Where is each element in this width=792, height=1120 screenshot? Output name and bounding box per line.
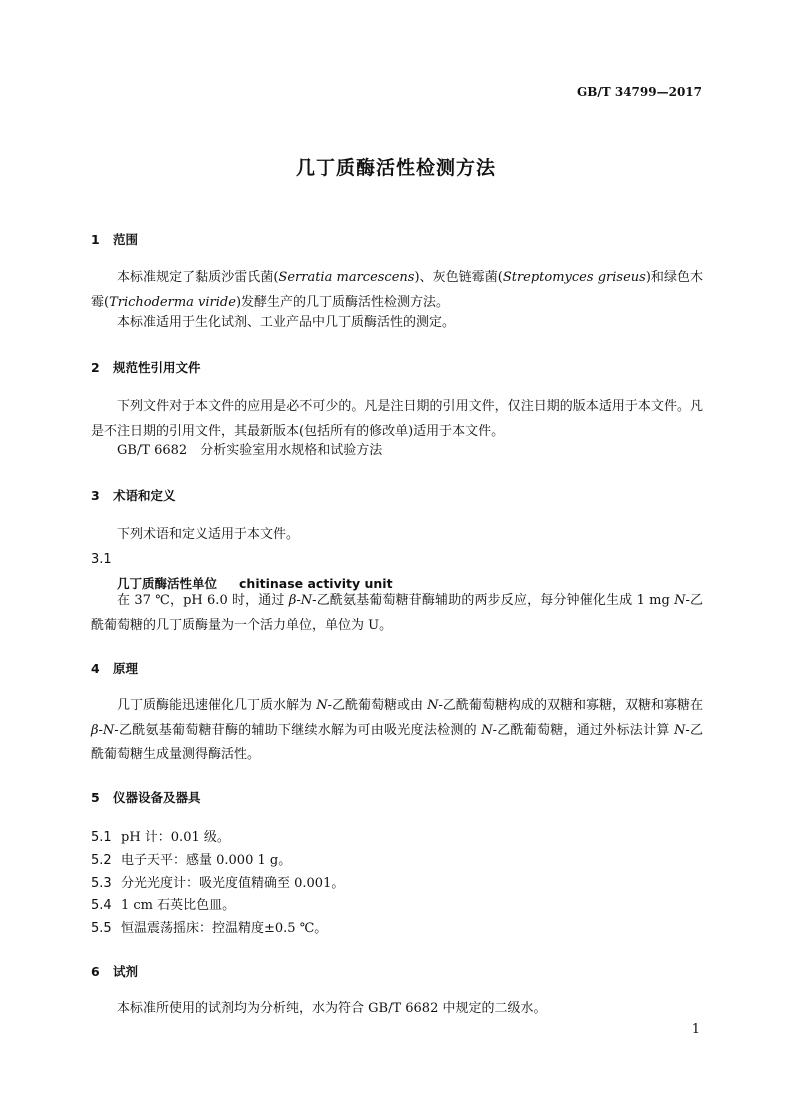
section-2-paragraph-1: 下列文件对于本文件的应用是必不可少的。凡是注日期的引用文件，仅注日期的版本适用于本文件。凡是不注日期的引用文件，其最新版本(包括所有的修改单)适用于本文件。 (91, 399, 703, 439)
term-english: chitinase activity unit (239, 576, 393, 591)
section-number: 3 (91, 488, 100, 503)
section-2-heading (91, 358, 201, 376)
section-title: 仪器设备及器具 (113, 790, 201, 805)
term-chinese: 几丁质酶活性单位 (117, 576, 218, 591)
section-1-heading (91, 230, 138, 248)
list-item: 5.4 1 cm 石英比色皿。 (91, 898, 236, 913)
section-6-paragraph-1: 本标准所使用的试剂均为分析纯，水为符合 GB/T 6682 中规定的二级水。 (117, 1001, 547, 1016)
section-1-paragraph-2: 本标准适用于生化试剂、工业产品中几丁质酶活性的测定。 (117, 315, 456, 330)
section-1-paragraph-1: 本标准规定了黏质沙雷氏菌(Serratia marcescens)、灰色链霉菌(Streptomyces griseus)和绿色木霉(Trichoderma viride)发酵生产的几丁质酶活性检测方法。 (91, 270, 703, 310)
section-title: 术语和定义 (113, 488, 176, 503)
list-item: 5.3 分光光度计：吸光度值精确至 0.001。 (91, 876, 345, 891)
section-title: 原理 (113, 661, 139, 676)
section-title: 规范性引用文件 (113, 360, 201, 375)
section-2-reference: GB/T 6682 分析实验室用水规格和试验方法 (117, 443, 383, 458)
section-number: 1 (91, 232, 100, 247)
list-item: 5.5 恒温震荡摇床：控温精度±0.5 ℃。 (91, 921, 328, 936)
section-number: 2 (91, 360, 100, 375)
section-title: 试剂 (113, 964, 139, 979)
section-number: 4 (91, 661, 100, 676)
section-3-paragraph-1: 下列术语和定义适用于本文件。 (117, 527, 300, 542)
section-number: 5 (91, 790, 100, 805)
list-item: 5.2 电子天平：感量 0.000 1 g。 (91, 853, 292, 868)
page-number: 1 (691, 1022, 700, 1037)
section-title: 范围 (113, 232, 139, 247)
clause-number: 3.1 (91, 552, 112, 567)
section-number: 6 (91, 964, 100, 979)
document-title: 几丁质酶活性检测方法 (295, 157, 496, 179)
section-5-heading (91, 788, 201, 806)
term-definition: 在 37 ℃，pH 6.0 时，通过 β-N-乙酰氨基葡萄糖苷酶辅助的两步反应，每分钟催化生成 1 mg N-乙酰葡萄糖的几丁质酶量为一个活力单位，单位为 U。 (91, 593, 703, 633)
document-id: GB/T 34799—2017 (576, 85, 702, 99)
section-4-heading (91, 659, 138, 677)
section-4-paragraph-1: 几丁质酶能迅速催化几丁质水解为 N-乙酰葡萄糖或由 N-乙酰葡萄糖构成的双糖和寡糖，双糖和寡糖在 β-N-乙酰氨基葡萄糖苷酶的辅助下继续水解为可由吸光度法检测的 N-乙酰葡萄糖，通过外标法计算 N-乙酰葡萄糖生成量测得酶活性。 (91, 698, 703, 762)
section-6-heading (91, 962, 138, 980)
list-item: 5.1 pH 计：0.01 级。 (91, 830, 230, 845)
section-3-heading (91, 486, 176, 504)
